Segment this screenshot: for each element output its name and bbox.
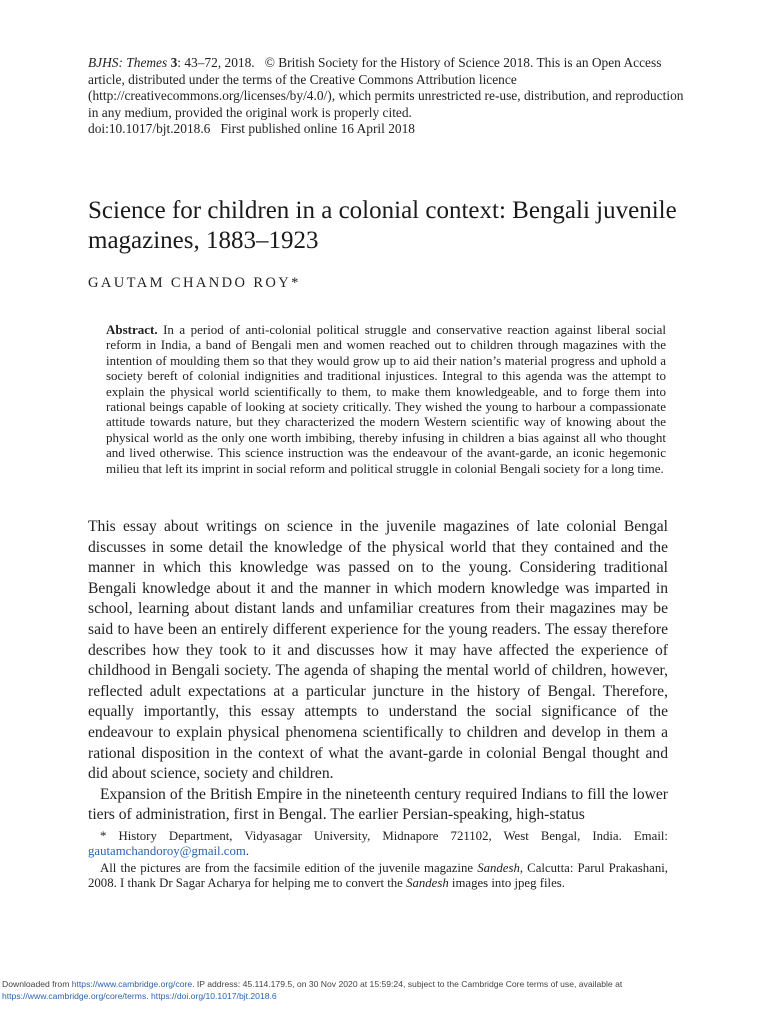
cambridge-core-link[interactable]: https://www.cambridge.org/core	[71, 979, 193, 989]
journal-name: BJHS: Themes	[88, 55, 168, 70]
doi-link[interactable]: https://doi.org/10.1017/bjt.2018.6	[151, 991, 277, 1001]
footnote-affiliation-text: * History Department, Vidyasagar University, Midnapore 721102, West Bengal, India. Email:	[100, 829, 668, 843]
abstract-text: In a period of anti-colonial political struggle and conservative reaction against liberal social reform in India, a band of Bengali men and women reached out to children through magazines with the intention of moulding them so that they would grow up to aid their nation’s material progress and uphold a society bereft of colonial indignities and traditional injustices. Integral to this agenda was the attempt to explain the physical world scientifically to them, to make them knowledgeable, and to forge them into rational beings capable of looking at society critically. They wished the young to harbour a compassionate attitude towards nature, but they characterized the modern Western scientific way of knowing about the physical world as the only one worth imbibing, thereby infusing in children a bias against all who thought and lived otherwise. This science instruction was the endeavour of the avant-garde, an iconic hegemonic milieu that left its imprint in social reform and political struggle in colonial Bengali society for a long time.	[106, 322, 666, 476]
footnote-affiliation	[88, 829, 668, 860]
terms-link[interactable]: https://www.cambridge.org/core/terms	[2, 991, 147, 1001]
body-text	[88, 517, 668, 826]
author-email-link[interactable]: gautamchandoroy@gmail.com	[88, 844, 246, 859]
footnote-affiliation-end: .	[245, 844, 250, 859]
journal-header	[88, 55, 684, 138]
published-date: First published online 16 April 2018	[220, 121, 415, 136]
journal-volume: 3	[170, 55, 178, 70]
paragraph-1: This essay about writings on science in the juvenile magazines of late colonial Bengal discusses in some detail the knowledge of the physical world that they contained and the manner in which this knowledge was passed on to the young. Considering traditional Bengali knowledge about it and the manner in which modern knowledge was imparted in school, learning about distant lands and unfamiliar creatures from their magazines may be said to have been an entirely different experience for the young readers. The essay therefore describes how they took to it and discusses how it may have affected the experience of childhood in Bengali society. The agenda of shaping the mental world of children, however, reflected adult expectations at a particular juncture in the history of Bengal. Therefore, equally importantly, this essay attempts to understand the social significance of the endeavour to explain physical phenomena scientifically to children and develop in them a rational disposition in the context of what the avant-garde in colonial Bengal thought and did about science, society and children.	[88, 518, 668, 783]
journal-pages-year: : 43–72, 2018.	[177, 55, 255, 70]
download-prefix: Downloaded from	[2, 979, 72, 989]
abstract	[106, 322, 666, 476]
footnote-pictures-c: images into jpeg files.	[448, 876, 565, 891]
doi: doi:10.1017/bjt.2018.6	[88, 121, 211, 136]
download-sep: .	[146, 991, 152, 1001]
license-text: © British Society for the History of Science 2018. This is an Open Access article, distributed under the terms of the Creative Commons Attribution licence (http://creativecommons.org/licenses/by/4.0/), which permits unrestricted re-use, distribution, and reproduction in any medium, provided the original work is properly cited.	[88, 55, 684, 120]
download-middle: . IP address: 45.114.179.5, on 30 Nov 2020 at 15:59:24, subject to the Cambridge Core terms of use, available at	[192, 979, 623, 989]
paragraph-2: Expansion of the British Empire in the nineteenth century required Indians to fill the lower tiers of administration, first in Bengal. The earlier Persian-speaking, high-status	[88, 785, 668, 824]
footnote-pictures-b: , Calcutta: Parul Prakashani, 2008. I thank Dr Sagar Acharya for helping me to convert the	[88, 860, 668, 891]
footnote-pictures	[88, 861, 668, 892]
author-name: GAUTAM CHANDO ROY*	[88, 275, 301, 291]
download-notice	[0, 978, 768, 1002]
abstract-label: Abstract.	[106, 322, 158, 337]
magazine-name: Sandesh	[477, 860, 520, 875]
magazine-name-2: Sandesh	[406, 876, 449, 891]
footnotes	[88, 829, 668, 892]
footnote-pictures-a: All the pictures are from the facsimile edition of the juvenile magazine	[100, 860, 478, 875]
article-title: Science for children in a colonial context: Bengali juvenile magazines, 1883–1923	[88, 197, 677, 254]
